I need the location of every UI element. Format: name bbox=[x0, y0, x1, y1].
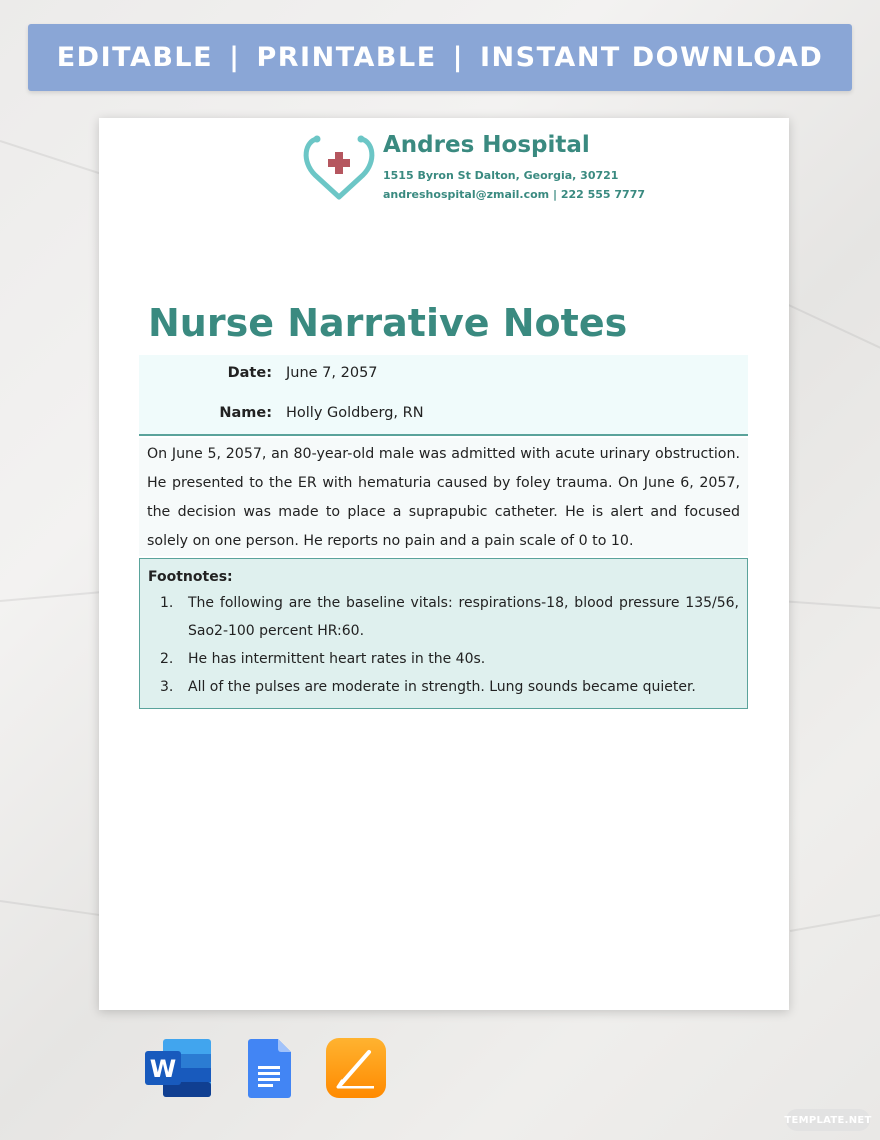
info-box bbox=[139, 355, 748, 436]
promo-banner bbox=[28, 24, 852, 91]
footnote-number: 1. bbox=[160, 595, 174, 611]
footnotes-title: Footnotes: bbox=[148, 569, 233, 585]
footnote-item bbox=[148, 673, 739, 701]
footnotes-box bbox=[139, 558, 748, 709]
hospital-name: Andres Hospital bbox=[383, 132, 590, 158]
document-title: Nurse Narrative Notes bbox=[148, 301, 628, 345]
banner-separator: | bbox=[229, 42, 241, 73]
microsoft-word-icon bbox=[145, 1037, 213, 1099]
footnote-number: 2. bbox=[160, 651, 174, 667]
date-row bbox=[139, 365, 748, 385]
banner-editable: EDITABLE bbox=[56, 42, 214, 73]
hospital-address: 1515 Byron St Dalton, Georgia, 30721 bbox=[383, 169, 619, 182]
name-label: Name: bbox=[219, 405, 272, 421]
footnotes-list bbox=[148, 589, 739, 701]
word-letter: W bbox=[149, 1055, 177, 1083]
name-row bbox=[139, 405, 748, 425]
footnote-number: 3. bbox=[160, 679, 174, 695]
hospital-contact: andreshospital@zmail.com | 222 555 7777 bbox=[383, 188, 646, 201]
footnote-text: He has intermittent heart rates in the 40s. bbox=[188, 651, 486, 667]
footnote-text: The following are the baseline vitals: respirations-18, blood pressure 135/56, Sao2-100 percent HR:60. bbox=[188, 595, 739, 639]
date-value: June 7, 2057 bbox=[286, 365, 378, 381]
document-page bbox=[99, 118, 789, 1010]
banner-printable: PRINTABLE bbox=[256, 42, 437, 73]
google-docs-icon bbox=[248, 1037, 292, 1099]
banner-instant-download: INSTANT DOWNLOAD bbox=[480, 42, 824, 73]
date-label: Date: bbox=[227, 365, 272, 381]
stethoscope-heart-logo-icon bbox=[303, 133, 375, 201]
footnote-item bbox=[148, 589, 739, 645]
banner-separator: | bbox=[452, 42, 465, 73]
template-net-watermark: TEMPLATE.NET bbox=[786, 1109, 870, 1131]
narrative-paragraph: On June 5, 2057, an 80-year-old male was admitted with acute urinary obstruction. He presented to the ER with hematuria caused by foley trauma. On June 6, 2057, the decision was made to place a suprapubic catheter. He is alert and focused solely on one person. He reports no pain and a pain scale of 0 to 10. bbox=[139, 438, 748, 556]
name-value: Holly Goldberg, RN bbox=[286, 405, 424, 421]
footnote-text: All of the pulses are moderate in strength. Lung sounds became quieter. bbox=[188, 679, 696, 695]
footnote-item bbox=[148, 645, 739, 673]
apple-pages-icon bbox=[326, 1037, 386, 1099]
